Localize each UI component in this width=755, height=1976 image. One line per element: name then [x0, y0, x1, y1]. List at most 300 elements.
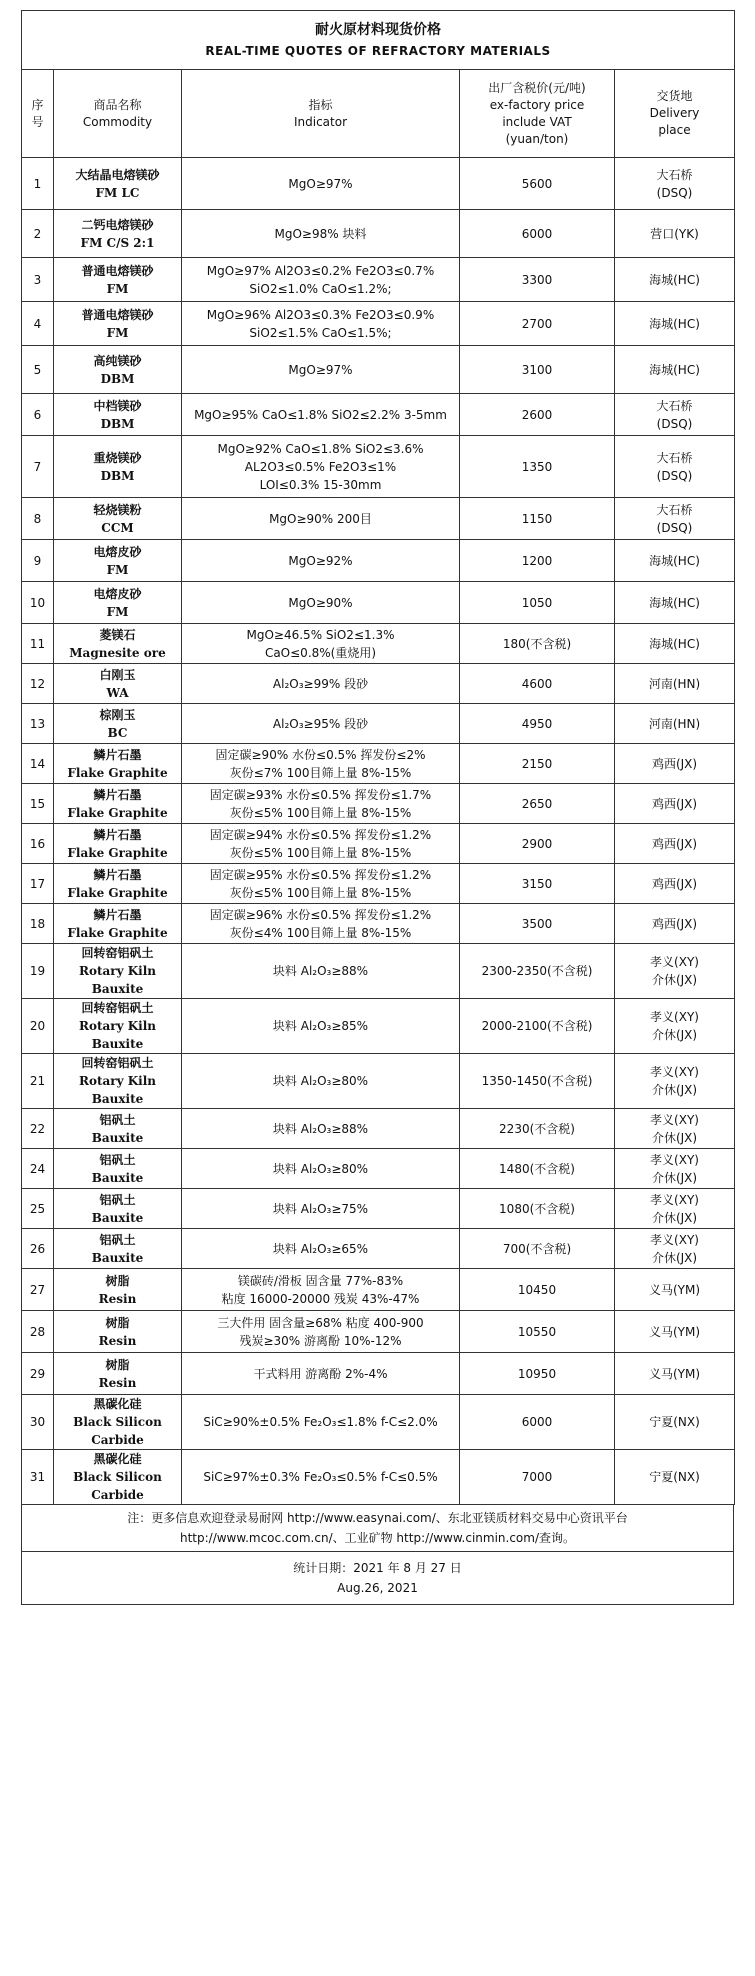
row-number: 7	[22, 436, 54, 498]
delivery-place-line: 孝义(XY)	[650, 1065, 699, 1079]
delivery-place-line: (DSQ)	[656, 468, 693, 483]
delivery-place-line: (DSQ)	[656, 185, 693, 200]
indicator-line: 块料 Al₂O₃≥65%	[272, 1241, 369, 1256]
commodity-cell	[54, 664, 182, 704]
delivery-place-line: 义马(YM)	[648, 1366, 701, 1381]
indicator-line: MgO≥95% CaO≤1.8% SiO2≤2.2% 3-5mm	[194, 407, 447, 422]
indicator-line: 灰份≤5% 100目筛上量 8%-15%	[229, 845, 412, 860]
commodity-cn: 铝矾土	[99, 1152, 136, 1167]
indicator-cell	[182, 1189, 460, 1229]
commodity-en: Flake Graphite	[67, 925, 168, 940]
indicator-cell	[182, 302, 460, 346]
commodity-cell	[54, 944, 182, 999]
delivery-place-cell	[615, 999, 735, 1054]
commodity-en: DBM	[100, 468, 135, 483]
commodity-cn: 轻烧镁粉	[93, 502, 142, 517]
commodity-cell	[54, 864, 182, 904]
indicator-cell	[182, 904, 460, 944]
commodity-en: Rotary Kiln Bauxite	[78, 964, 157, 996]
row-number: 17	[22, 864, 54, 904]
indicator-cell	[182, 824, 460, 864]
commodity-en: Flake Graphite	[67, 805, 168, 820]
table-row	[22, 582, 735, 624]
delivery-place-cell	[615, 1395, 735, 1450]
note-row	[22, 1505, 734, 1552]
delivery-place-cell	[615, 824, 735, 864]
indicator-line: 残炭≥30% 游离酚 10%-12%	[239, 1333, 402, 1348]
commodity-cell	[54, 1269, 182, 1311]
table-row	[22, 784, 735, 824]
indicator-line: SiC≥97%±0.3% Fe₂O₃≤0.5% f-C≤0.5%	[203, 1470, 438, 1484]
indicator-cell	[182, 1395, 460, 1450]
commodity-en: Resin	[98, 1291, 137, 1306]
delivery-place-line: 介休(JX)	[651, 1250, 698, 1265]
price-cell: 1350-1450(不含税)	[460, 1054, 615, 1109]
commodity-cell	[54, 302, 182, 346]
commodity-en: CCM	[101, 520, 134, 535]
row-number: 18	[22, 904, 54, 944]
price-cell: 1050	[460, 582, 615, 624]
delivery-place-line: 孝义(XY)	[650, 1192, 699, 1207]
commodity-cn: 中档镁砂	[93, 398, 142, 413]
row-number: 19	[22, 944, 54, 999]
row-number: 10	[22, 582, 54, 624]
commodity-en: Bauxite	[91, 1130, 144, 1145]
commodity-cell	[54, 210, 182, 258]
commodity-cell	[54, 704, 182, 744]
row-number: 21	[22, 1054, 54, 1109]
delivery-place-line: 宁夏(NX)	[649, 1470, 700, 1484]
header-indicator: 指标 Indicator	[182, 70, 460, 158]
table-row	[22, 744, 735, 784]
row-number: 29	[22, 1353, 54, 1395]
table-row	[22, 1189, 735, 1229]
commodity-cn: 回转窑铝矾土	[81, 1001, 154, 1015]
delivery-place-line: 介休(JX)	[651, 1210, 698, 1225]
commodity-en: DBM	[100, 416, 135, 431]
table-row	[22, 346, 735, 394]
indicator-cell	[182, 1353, 460, 1395]
delivery-place-line: 营口(YK)	[650, 226, 699, 241]
commodity-cell	[54, 1189, 182, 1229]
indicator-cell	[182, 744, 460, 784]
indicator-cell	[182, 999, 460, 1054]
commodity-en: Black Silicon Carbide	[73, 1415, 162, 1447]
delivery-place-cell	[615, 498, 735, 540]
delivery-place-cell	[615, 1189, 735, 1229]
commodity-cn: 菱镁石	[99, 627, 136, 642]
price-cell: 3150	[460, 864, 615, 904]
row-number: 8	[22, 498, 54, 540]
table-row	[22, 158, 735, 210]
price-cell: 10550	[460, 1311, 615, 1353]
commodity-cn: 铝矾土	[99, 1232, 136, 1247]
indicator-cell	[182, 944, 460, 999]
table-row	[22, 824, 735, 864]
price-cell: 3100	[460, 346, 615, 394]
indicator-line: 块料 Al₂O₃≥80%	[272, 1161, 369, 1176]
delivery-place-line: 大石桥	[656, 502, 693, 517]
delivery-place-cell	[615, 1353, 735, 1395]
title-cn: 耐火原材料现货价格	[315, 22, 441, 38]
indicator-cell	[182, 1229, 460, 1269]
table-row	[22, 864, 735, 904]
commodity-en: Bauxite	[91, 1210, 144, 1225]
table-row	[22, 302, 735, 346]
indicator-line: 灰份≤5% 100目筛上量 8%-15%	[229, 885, 412, 900]
table-row	[22, 1395, 735, 1450]
table-row	[22, 1229, 735, 1269]
commodity-cell	[54, 1311, 182, 1353]
table-row	[22, 1450, 735, 1505]
indicator-line: 固定碳≥90% 水份≤0.5% 挥发份≤2%	[215, 747, 426, 762]
price-cell: 2900	[460, 824, 615, 864]
row-number: 9	[22, 540, 54, 582]
delivery-place-cell	[615, 664, 735, 704]
commodity-cn: 二钙电熔镁砂	[81, 217, 154, 232]
row-number: 4	[22, 302, 54, 346]
delivery-place-cell	[615, 944, 735, 999]
indicator-line: 固定碳≥93% 水份≤0.5% 挥发份≤1.7%	[209, 787, 432, 802]
delivery-place-line: 海城(HC)	[649, 553, 700, 568]
commodity-en: DBM	[100, 371, 135, 386]
indicator-cell	[182, 864, 460, 904]
commodity-en: FM	[106, 604, 129, 619]
row-number: 20	[22, 999, 54, 1054]
price-cell: 3300	[460, 258, 615, 302]
table-row	[22, 1149, 735, 1189]
commodity-en: FM LC	[95, 185, 140, 200]
row-number: 28	[22, 1311, 54, 1353]
delivery-place-cell	[615, 540, 735, 582]
row-number: 12	[22, 664, 54, 704]
commodity-cn: 重烧镁砂	[93, 450, 142, 465]
row-number: 31	[22, 1450, 54, 1505]
indicator-line: MgO≥46.5% SiO2≤1.3%	[246, 627, 395, 642]
indicator-line: AL2O3≤0.5% Fe2O3≤1%	[244, 459, 397, 474]
row-number: 26	[22, 1229, 54, 1269]
table-row	[22, 704, 735, 744]
price-cell: 4950	[460, 704, 615, 744]
indicator-line: 镁碳砖/滑板 固含量 77%-83%	[237, 1273, 404, 1288]
commodity-cn: 铝矾土	[99, 1112, 136, 1127]
commodity-cn: 黑碳化硅	[93, 1397, 142, 1411]
table-title	[22, 11, 735, 70]
price-sheet	[21, 10, 734, 1605]
commodity-cn: 铝矾土	[99, 1192, 136, 1207]
commodity-en: Resin	[98, 1333, 137, 1348]
indicator-cell	[182, 436, 460, 498]
indicator-cell	[182, 664, 460, 704]
delivery-place-line: 海城(HC)	[649, 316, 700, 331]
commodity-cell	[54, 436, 182, 498]
indicator-line: SiO2≤1.0% CaO≤1.2%;	[249, 281, 392, 296]
commodity-cell	[54, 624, 182, 664]
delivery-place-cell	[615, 904, 735, 944]
indicator-cell	[182, 1311, 460, 1353]
indicator-line: MgO≥98% 块料	[274, 226, 367, 241]
commodity-cell	[54, 1353, 182, 1395]
delivery-place-cell	[615, 1109, 735, 1149]
table-row	[22, 1109, 735, 1149]
indicator-cell	[182, 210, 460, 258]
indicator-cell	[182, 1269, 460, 1311]
row-number: 14	[22, 744, 54, 784]
commodity-cn: 鳞片石墨	[93, 827, 142, 842]
delivery-place-cell	[615, 1450, 735, 1505]
delivery-place-line: 鸡西(JX)	[651, 836, 698, 851]
commodity-cell	[54, 540, 182, 582]
delivery-place-cell	[615, 784, 735, 824]
indicator-cell	[182, 258, 460, 302]
price-cell: 3500	[460, 904, 615, 944]
delivery-place-line: 介休(JX)	[651, 1083, 698, 1097]
commodity-en: FM	[106, 562, 129, 577]
indicator-line: CaO≤0.8%(重烧用)	[264, 645, 377, 660]
price-cell: 2650	[460, 784, 615, 824]
indicator-cell	[182, 1109, 460, 1149]
row-number: 30	[22, 1395, 54, 1450]
delivery-place-line: 鸡西(JX)	[651, 756, 698, 771]
indicator-line: 块料 Al₂O₃≥75%	[272, 1201, 369, 1216]
delivery-place-line: 孝义(XY)	[650, 1112, 699, 1127]
delivery-place-line: 介休(JX)	[651, 973, 698, 987]
delivery-place-cell	[615, 158, 735, 210]
indicator-line: MgO≥97%	[288, 176, 353, 191]
indicator-cell	[182, 1054, 460, 1109]
commodity-en: FM	[106, 325, 129, 340]
indicator-cell	[182, 1149, 460, 1189]
indicator-line: 灰份≤4% 100目筛上量 8%-15%	[229, 925, 412, 940]
commodity-cell	[54, 1229, 182, 1269]
delivery-place-line: 介休(JX)	[651, 1028, 698, 1042]
delivery-place-line: (DSQ)	[656, 416, 693, 431]
commodity-cell	[54, 258, 182, 302]
price-cell: 2700	[460, 302, 615, 346]
delivery-place-line: 鸡西(JX)	[651, 876, 698, 891]
delivery-place-cell	[615, 704, 735, 744]
commodity-cn: 普通电熔镁砂	[81, 263, 154, 278]
indicator-line: MgO≥97%	[288, 362, 353, 377]
delivery-place-line: 海城(HC)	[649, 595, 700, 610]
indicator-cell	[182, 784, 460, 824]
commodity-cn: 树脂	[105, 1273, 130, 1288]
row-number: 15	[22, 784, 54, 824]
indicator-cell	[182, 582, 460, 624]
delivery-place-cell	[615, 582, 735, 624]
delivery-place-cell	[615, 258, 735, 302]
delivery-place-cell	[615, 210, 735, 258]
indicator-line: SiO2≤1.5% CaO≤1.5%;	[249, 325, 392, 340]
delivery-place-cell	[615, 1229, 735, 1269]
commodity-cn: 电熔皮砂	[93, 586, 142, 601]
footer-table	[21, 1504, 734, 1605]
commodity-cell	[54, 1149, 182, 1189]
indicator-line: LOI≤0.3% 15-30mm	[259, 477, 382, 492]
indicator-line: Al₂O₃≥99% 段砂	[272, 676, 369, 691]
commodity-en: FM	[106, 281, 129, 296]
title-row	[22, 11, 735, 70]
indicator-line: 块料 Al₂O₃≥80%	[272, 1074, 369, 1088]
commodity-cell	[54, 394, 182, 436]
table-row	[22, 904, 735, 944]
commodity-cn: 鳞片石墨	[93, 747, 142, 762]
delivery-place-cell	[615, 864, 735, 904]
indicator-line: Al₂O₃≥95% 段砂	[272, 716, 369, 731]
indicator-line: MgO≥96% Al2O3≤0.3% Fe2O3≤0.9%	[206, 307, 435, 322]
header-price: 出厂含税价(元/吨) ex-factory price include VAT (yuan/ton)	[460, 70, 615, 158]
price-cell: 2230(不含税)	[460, 1109, 615, 1149]
row-number: 5	[22, 346, 54, 394]
price-table	[21, 10, 735, 1505]
delivery-place-cell	[615, 1311, 735, 1353]
indicator-cell	[182, 540, 460, 582]
commodity-en: FM C/S 2:1	[80, 235, 155, 250]
commodity-cell	[54, 1109, 182, 1149]
indicator-cell	[182, 704, 460, 744]
delivery-place-line: 大石桥	[656, 167, 693, 182]
price-cell: 6000	[460, 210, 615, 258]
delivery-place-line: 义马(YM)	[648, 1324, 701, 1339]
header-commodity: 商品名称 Commodity	[54, 70, 182, 158]
row-number: 24	[22, 1149, 54, 1189]
commodity-cn: 黑碳化硅	[93, 1452, 142, 1466]
row-number: 27	[22, 1269, 54, 1311]
row-number: 2	[22, 210, 54, 258]
price-cell: 2600	[460, 394, 615, 436]
indicator-line: MgO≥92%	[288, 553, 353, 568]
row-number: 1	[22, 158, 54, 210]
price-cell: 7000	[460, 1450, 615, 1505]
header-seq: 序 号	[22, 70, 54, 158]
table-row	[22, 944, 735, 999]
indicator-line: 块料 Al₂O₃≥88%	[272, 964, 369, 978]
commodity-en: Bauxite	[91, 1250, 144, 1265]
delivery-place-line: 海城(HC)	[649, 272, 700, 287]
delivery-place-cell	[615, 1149, 735, 1189]
delivery-place-line: 鸡西(JX)	[651, 916, 698, 931]
commodity-cell	[54, 1395, 182, 1450]
price-cell: 6000	[460, 1395, 615, 1450]
table-row	[22, 210, 735, 258]
delivery-place-line: 鸡西(JX)	[651, 796, 698, 811]
commodity-en: Bauxite	[91, 1170, 144, 1185]
commodity-cn: 回转窑铝矾土	[81, 946, 154, 960]
indicator-cell	[182, 624, 460, 664]
delivery-place-cell	[615, 346, 735, 394]
price-cell: 1200	[460, 540, 615, 582]
delivery-place-cell	[615, 436, 735, 498]
delivery-place-cell	[615, 1054, 735, 1109]
commodity-en: Rotary Kiln Bauxite	[78, 1074, 157, 1106]
indicator-line: MgO≥92% CaO≤1.8% SiO2≤3.6%	[217, 441, 424, 456]
indicator-line: 三大件用 固含量≥68% 粘度 400-900	[217, 1315, 424, 1330]
indicator-cell	[182, 158, 460, 210]
delivery-place-line: 孝义(XY)	[650, 1232, 699, 1247]
indicator-line: MgO≥90%	[288, 595, 353, 610]
commodity-cell	[54, 744, 182, 784]
delivery-place-line: 孝义(XY)	[650, 1152, 699, 1167]
delivery-place-line: 义马(YM)	[648, 1282, 701, 1297]
commodity-cell	[54, 1450, 182, 1505]
commodity-cell	[54, 1054, 182, 1109]
commodity-cn: 棕刚玉	[99, 707, 136, 722]
indicator-line: 块料 Al₂O₃≥85%	[272, 1019, 369, 1033]
commodity-en: BC	[107, 725, 128, 740]
commodity-cell	[54, 158, 182, 210]
commodity-cn: 鳞片石墨	[93, 787, 142, 802]
indicator-line: 干式料用 游离酚 2%-4%	[253, 1366, 388, 1381]
indicator-cell	[182, 346, 460, 394]
delivery-place-line: 河南(HN)	[648, 716, 701, 731]
table-row	[22, 498, 735, 540]
commodity-en: Flake Graphite	[67, 885, 168, 900]
delivery-place-cell	[615, 744, 735, 784]
commodity-cn: 鳞片石墨	[93, 867, 142, 882]
price-cell: 1480(不含税)	[460, 1149, 615, 1189]
indicator-line: 块料 Al₂O₃≥88%	[272, 1121, 369, 1136]
table-row	[22, 1353, 735, 1395]
commodity-cn: 高纯镁砂	[93, 353, 142, 368]
indicator-line: 固定碳≥94% 水份≤0.5% 挥发份≤1.2%	[209, 827, 432, 842]
table-row	[22, 1054, 735, 1109]
header-place: 交货地 Delivery place	[615, 70, 735, 158]
delivery-place-line: 大石桥	[656, 450, 693, 465]
delivery-place-line: (DSQ)	[656, 520, 693, 535]
price-cell: 700(不含税)	[460, 1229, 615, 1269]
table-row	[22, 664, 735, 704]
delivery-place-line: 大石桥	[656, 398, 693, 413]
indicator-line: SiC≥90%±0.5% Fe₂O₃≤1.8% f-C≤2.0%	[203, 1415, 438, 1429]
delivery-place-line: 孝义(XY)	[650, 955, 699, 969]
title-en: REAL-TIME QUOTES OF REFRACTORY MATERIALS	[205, 44, 551, 58]
indicator-cell	[182, 498, 460, 540]
commodity-cell	[54, 498, 182, 540]
commodity-cn: 大结晶电熔镁砂	[75, 167, 160, 182]
delivery-place-line: 海城(HC)	[649, 362, 700, 377]
indicator-line: MgO≥97% Al2O3≤0.2% Fe2O3≤0.7%	[206, 263, 435, 278]
commodity-cn: 树脂	[105, 1357, 130, 1372]
header-row	[22, 70, 735, 158]
commodity-en: Magnesite ore	[69, 645, 166, 660]
row-number: 3	[22, 258, 54, 302]
table-row	[22, 436, 735, 498]
commodity-cn: 鳞片石墨	[93, 907, 142, 922]
commodity-cell	[54, 824, 182, 864]
delivery-place-line: 介休(JX)	[651, 1130, 698, 1145]
price-cell: 2000-2100(不含税)	[460, 999, 615, 1054]
indicator-line: 灰份≤5% 100目筛上量 8%-15%	[229, 805, 412, 820]
commodity-en: Black Silicon Carbide	[73, 1470, 162, 1502]
row-number: 13	[22, 704, 54, 744]
delivery-place-cell	[615, 624, 735, 664]
commodity-cell	[54, 346, 182, 394]
commodity-cell	[54, 904, 182, 944]
commodity-cn: 电熔皮砂	[93, 544, 142, 559]
commodity-en: Resin	[98, 1375, 137, 1390]
commodity-cn: 树脂	[105, 1315, 130, 1330]
table-row	[22, 394, 735, 436]
indicator-cell	[182, 1450, 460, 1505]
commodity-en: Flake Graphite	[67, 845, 168, 860]
commodity-en: WA	[106, 685, 129, 700]
delivery-place-line: 河南(HN)	[648, 676, 701, 691]
row-number: 16	[22, 824, 54, 864]
commodity-cn: 白刚玉	[99, 667, 136, 682]
table-row	[22, 624, 735, 664]
commodity-cn: 普通电熔镁砂	[81, 307, 154, 322]
indicator-line: MgO≥90% 200目	[269, 511, 372, 526]
